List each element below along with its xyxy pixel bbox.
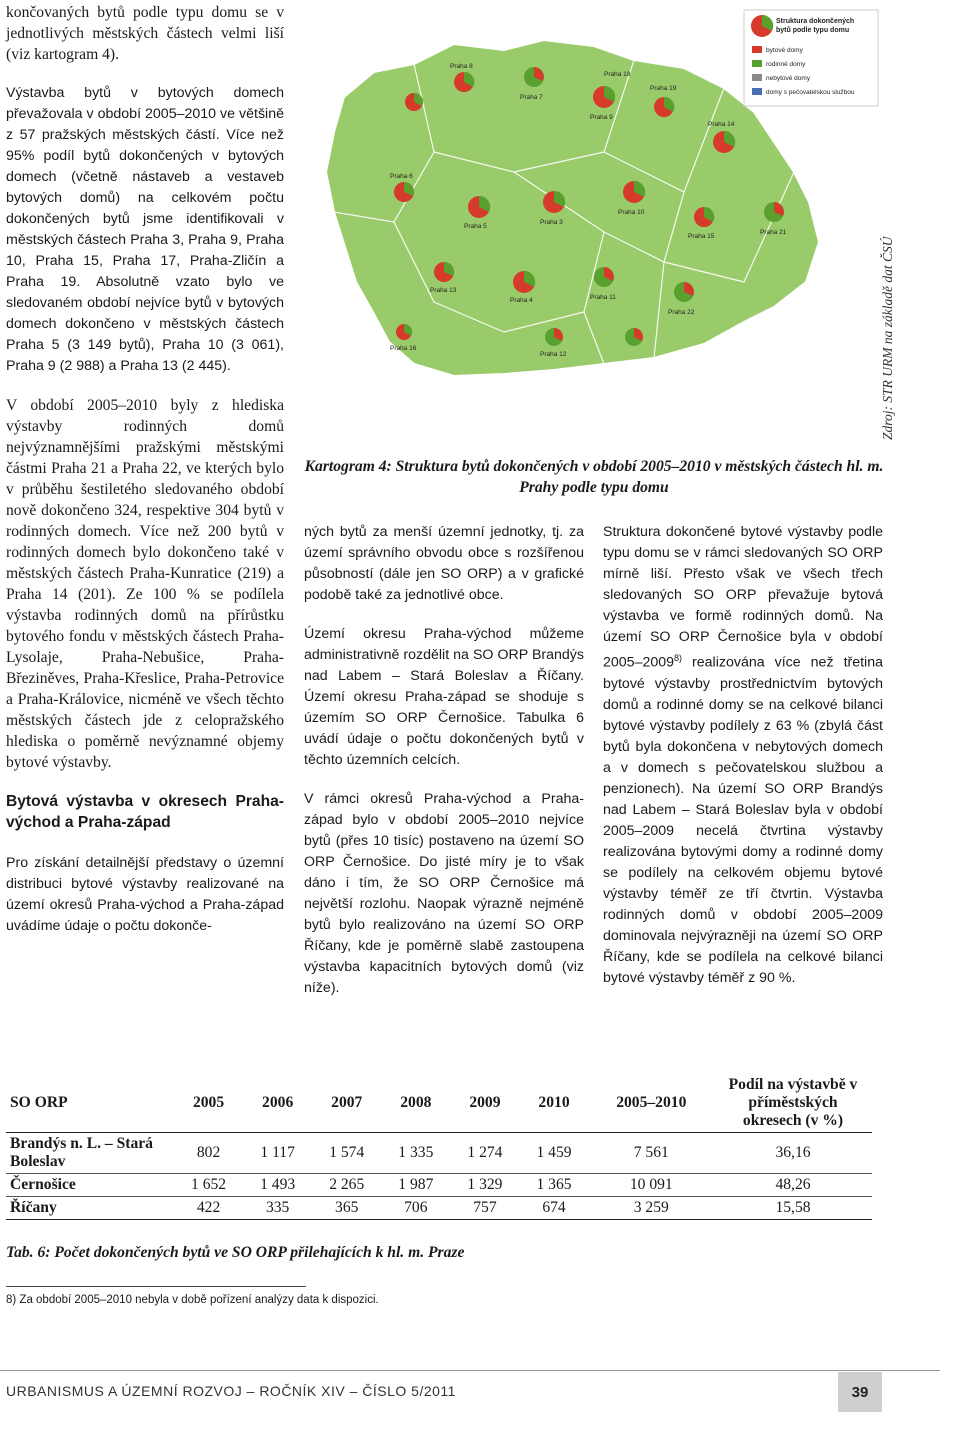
- table-cell: 422: [174, 1197, 243, 1220]
- paragraph: V rámci okresů Praha-východ a Praha-západ bylo v období 2005–2010 nejvíce bytů (přes 10 tisíc) postaveno na území SO ORP Černošice. Do jisté míry je to však dáno i tím, že SO ORP Černošice má největší rozlohu. Naopak výrazně nejméně bytů bylo realizováno na území SO ORP Říčany, kde je poměrně slabě zastoupena výstavba kapacitních bytových domů (viz níže).: [304, 791, 584, 996]
- map-source-note: Zdroj: STR URM na základě dat ČSÚ: [880, 236, 895, 440]
- legend-swatch: [752, 60, 762, 67]
- table-cell: Černošice: [6, 1174, 174, 1197]
- table-cell: 1 652: [174, 1174, 243, 1197]
- table-cell: 10 091: [589, 1174, 714, 1197]
- district-label: Praha 8: [450, 63, 473, 70]
- table-cell: 15,58: [714, 1197, 872, 1220]
- district-label: Praha 3: [540, 219, 563, 226]
- paragraph: V období 2005–2010 byly z hlediska výstavby rodinných domů nejvýznamnějšími pražskými městskými částmi Praha 21 a Praha 22, ve kterých bylo v průběhu šestiletého sledovaného období nově dokončeno 324, respektive 304 bytů v rodinných domech. Více než 200 bytů v rodinných domech bylo dokončeno také v městských částech Praha-Kunratice (219) a Praha 14 (201). Ze 100 % se podílela výstavba rodinných domů na přírůstku bytového fondu v městských částech Praha-Lysolaje, Praha-Nebušice, Praha-Březiněves, Praha-Křeslice, Praha-Petrovice a Praha-Královice, nicméně ve všech těchto městských částech jde z celopražského hlediska o poměrně nevýznamné objemy bytové výstavby.: [6, 397, 284, 771]
- table-cell: 1 459: [519, 1133, 588, 1174]
- district-label: Praha 5: [464, 223, 487, 230]
- table-cell: 36,16: [714, 1133, 872, 1174]
- table-cell: 674: [519, 1197, 588, 1220]
- footnote-reference: 8): [674, 653, 683, 663]
- table-header-cell: 2005–2010: [589, 1074, 714, 1133]
- legend-label: rodinné domy: [766, 61, 806, 68]
- paragraph: [603, 522, 883, 989]
- paragraph: Výstavba bytů v bytových domech převažovala v období 2005–2010 ve většině z 57 pražských městských částí. Více než 95% podíl bytů dokončených v bytových domech (včetně nástaveb a vestaveb bytových domů) na celkovém počtu dokončených bytů jsme identifikovali v městských částech Praha 3, Praha 9, Praha 10, Praha 15, Praha 17, Praha-Zličín a Praha 19. Absolutně vzato bylo ve sledovaném období nejvíce bytů v bytových domech dokončeno v městských částech Praha 5 (3 149 bytů), Praha 10 (3 061), Praha 9 (2 988) a Praha 13 (2 445).: [6, 85, 284, 374]
- section-heading: Bytová výstavba v okresech Praha-východ a Praha-západ: [6, 793, 284, 831]
- footer-divider: [0, 1370, 940, 1371]
- table-cell: Brandýs n. L. – Stará Boleslav: [6, 1133, 174, 1174]
- legend-title: Struktura dokončených bytů podle typu domu: [776, 18, 855, 34]
- map-legend: [744, 10, 878, 106]
- footnote: 8) Za období 2005–2010 nebyla v době pořízení analýzy data k dispozici.: [6, 1294, 379, 1306]
- paragraph: ných bytů za menší územní jednotky, tj. za území správního obvodu obce s rozšířenou působností (dále jen SO ORP) a v grafické podobě také za jednotlivé obce.: [304, 524, 584, 603]
- district-label: Praha 19: [650, 85, 677, 92]
- district-label: Praha 21: [760, 229, 787, 236]
- table-cell: 757: [450, 1197, 519, 1220]
- table-cell: 1 329: [450, 1174, 519, 1197]
- district-label: Praha 14: [708, 121, 735, 128]
- table-header-cell: SO ORP: [6, 1074, 174, 1133]
- district-label: Praha 16: [390, 345, 417, 352]
- table-cell: 48,26: [714, 1174, 872, 1197]
- legend-swatch: [752, 46, 762, 53]
- paragraph-text: Struktura dokončené bytové výstavby podle typu domu se v rámci sledovaných SO ORP mírně liší. Přesto však ve všech třech sledovaných SO ORP převažuje bytová výstavba ve formě rodinných domů. Na území SO ORP Černošice byla v období 2005–2009: [603, 524, 883, 671]
- paragraph-text: realizována více než třetina bytové výstavby prostřednictvím bytových domů a rodinné domy se na celkové bilanci bytové výstavby podílely z 63 % (zbylá část bytů byla dokončena v nebytových domech a v domech s pečovatelskou službou a penzionech). Na území SO ORP Brandýs nad Labem – Stará Boleslav byla v období 2005–2009 necelá čtvrtina výstavby realizována bytovými domy a rodinné domy se podílely na celkovém objemu bytové výstavby téměř ze tří čtvrtin. Výstavba rodinných domů v období 2005–2009 dominovala nejvýrazněji na území SO ORP Říčany, kde se podílela na celkové bilanci bytové výstavby téměř z 90 %.: [603, 654, 883, 986]
- legend-label: nebytové domy: [766, 75, 811, 82]
- legend-swatch: [752, 88, 762, 95]
- table-cell: 335: [243, 1197, 312, 1220]
- table-header-cell: 2009: [450, 1074, 519, 1133]
- district-label: Praha 10: [618, 209, 645, 216]
- table-cell: 1 365: [519, 1174, 588, 1197]
- district-label: Praha 13: [430, 287, 457, 294]
- text-column-2: [304, 522, 584, 999]
- journal-footer: URBANISMUS A ÚZEMNÍ ROZVOJ – ROČNÍK XIV – ČÍSLO 5/2011: [6, 1383, 456, 1399]
- table-cell: 365: [312, 1197, 381, 1220]
- district-label: Praha 22: [668, 309, 695, 316]
- district-label: Praha 12: [540, 351, 567, 358]
- map-caption: Kartogram 4: Struktura bytů dokončených v období 2005–2010 v městských částech hl. m. Prahy podle typu domu: [304, 458, 884, 496]
- district-label: Praha 7: [520, 94, 543, 101]
- paragraph: Území okresu Praha-východ můžeme administrativně rozdělit na SO ORP Brandýs nad Labem – Stará Boleslav a Říčany. Území okresu Praha-západ se shoduje s územím SO ORP Černošice. Tabulka 6 uvádí údaje o počtu dokončených bytů v těchto územních celcích.: [304, 626, 584, 768]
- table-header-cell: 2005: [174, 1074, 243, 1133]
- table-header-cell: 2007: [312, 1074, 381, 1133]
- table-cell: 3 259: [589, 1197, 714, 1220]
- table-header-cell: 2006: [243, 1074, 312, 1133]
- text-column-3: [603, 522, 883, 989]
- prague-map-svg: [304, 2, 882, 442]
- table-cell: 2 265: [312, 1174, 381, 1197]
- footnote-divider: [6, 1286, 306, 1287]
- district-label: Praha 15: [688, 233, 715, 240]
- table-header-cell: Podíl na výstavbě v příměstských okresech (v %): [714, 1074, 872, 1133]
- legend-label: bytové domy: [766, 47, 803, 54]
- table-cell: 1 493: [243, 1174, 312, 1197]
- text-column-1: [6, 2, 284, 937]
- table-cell: 1 335: [381, 1133, 450, 1174]
- table-cell: 7 561: [589, 1133, 714, 1174]
- district-label: Praha 6: [390, 173, 413, 180]
- paragraph: končovaných bytů podle typu domu se v jednotlivých městských částech velmi liší (viz kartogram 4).: [6, 4, 284, 63]
- table-row: [6, 1174, 872, 1197]
- table-cell: 1 574: [312, 1133, 381, 1174]
- table-cell: 1 274: [450, 1133, 519, 1174]
- table-cell: 802: [174, 1133, 243, 1174]
- orp-housing-table: [6, 1074, 872, 1220]
- table-cell: 1 117: [243, 1133, 312, 1174]
- table-row: [6, 1197, 872, 1220]
- table-cell: 706: [381, 1197, 450, 1220]
- table-header-cell: 2008: [381, 1074, 450, 1133]
- district-label: Praha 11: [590, 294, 616, 301]
- table-row: [6, 1133, 872, 1174]
- table-cell: Říčany: [6, 1197, 174, 1220]
- district-label: Praha 4: [510, 297, 533, 304]
- table-header-cell: 2010: [519, 1074, 588, 1133]
- table-caption: Tab. 6: Počet dokončených bytů ve SO ORP přilehajících k hl. m. Praze: [6, 1244, 465, 1261]
- page-number: 39: [838, 1372, 882, 1412]
- legend-swatch: [752, 74, 762, 81]
- paragraph: Pro získání detailnější představy o územní distribuci bytové výstavby realizované na území okresů Praha-východ a Praha-západ uvádíme údaje o počtu dokonče-: [6, 855, 284, 934]
- legend-label: domy s pečovatelskou službou: [766, 89, 855, 96]
- table-header-row: [6, 1074, 872, 1133]
- district-label: Praha 18: [604, 71, 631, 78]
- cartogram-map: [304, 2, 882, 442]
- district-label: Praha 9: [590, 114, 613, 121]
- table-cell: 1 987: [381, 1174, 450, 1197]
